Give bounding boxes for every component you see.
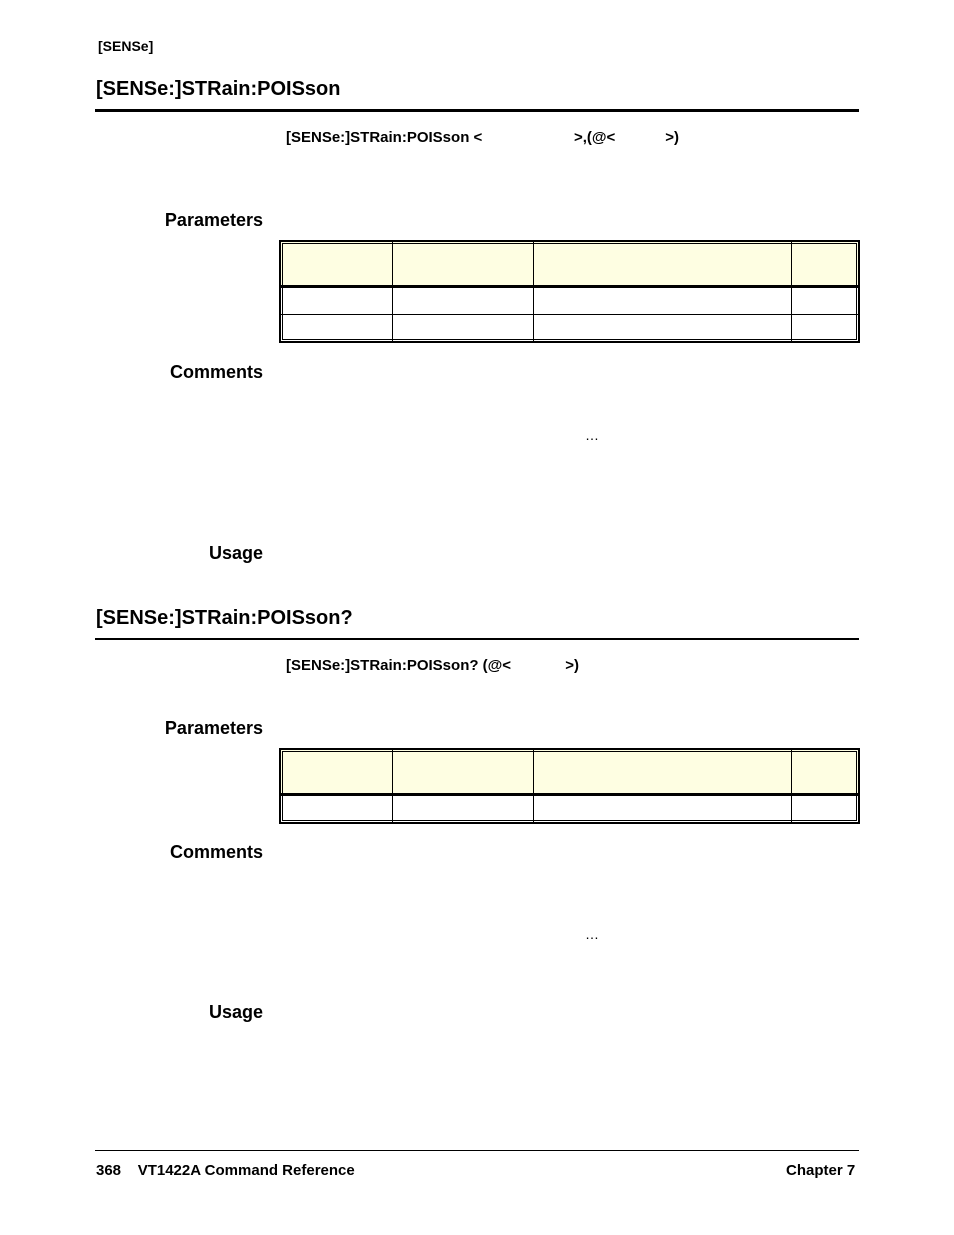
section-title-poisson: [SENSe:]STRain:POISson — [96, 78, 341, 100]
header-cell — [393, 242, 534, 288]
table-cell — [534, 288, 792, 315]
section-title-poisson-query: [SENSe:]STRain:POISson? — [96, 607, 353, 629]
table-cell — [792, 796, 858, 822]
section-rule — [95, 109, 859, 112]
header-cell — [393, 750, 534, 796]
table-cell — [281, 315, 393, 341]
table-cell — [534, 796, 792, 822]
command-syntax: [SENSe:]STRain:POISson < >,(@< >) — [286, 129, 680, 146]
usage-label: Usage — [208, 1002, 263, 1022]
parameters-label: Parameters — [164, 718, 263, 738]
table-cell — [792, 288, 858, 315]
table-row — [281, 288, 858, 315]
table-cell — [281, 796, 393, 822]
header-cell — [534, 750, 792, 796]
parameters-label: Parameters — [164, 210, 263, 230]
table-cell — [534, 315, 792, 341]
comments-ellipsis: … — [585, 427, 599, 443]
table-row — [281, 796, 858, 822]
parameters-table — [279, 240, 860, 343]
header-cell — [281, 750, 393, 796]
table-cell — [792, 315, 858, 341]
table-header-row — [281, 750, 858, 796]
footer-rule — [95, 1150, 859, 1151]
footer-page-and-title: 368 VT1422A Command Reference — [96, 1162, 355, 1179]
header-cell — [281, 242, 393, 288]
header-cell — [792, 750, 858, 796]
command-syntax: [SENSe:]STRain:POISson? (@< >) — [286, 657, 579, 674]
comments-label: Comments — [169, 842, 263, 862]
section-rule — [95, 638, 859, 640]
table-cell — [393, 315, 534, 341]
table-cell — [393, 796, 534, 822]
table-header-row — [281, 242, 858, 288]
parameters-table — [279, 748, 860, 824]
footer-chapter: Chapter 7 — [786, 1162, 856, 1179]
table-row — [281, 315, 858, 341]
comments-ellipsis: … — [585, 926, 599, 942]
header-cell — [534, 242, 792, 288]
running-header-section-tag: [SENSe] — [98, 38, 154, 54]
usage-label: Usage — [208, 543, 263, 563]
header-cell — [792, 242, 858, 288]
table-cell — [281, 288, 393, 315]
table-cell — [393, 288, 534, 315]
comments-label: Comments — [169, 362, 263, 382]
